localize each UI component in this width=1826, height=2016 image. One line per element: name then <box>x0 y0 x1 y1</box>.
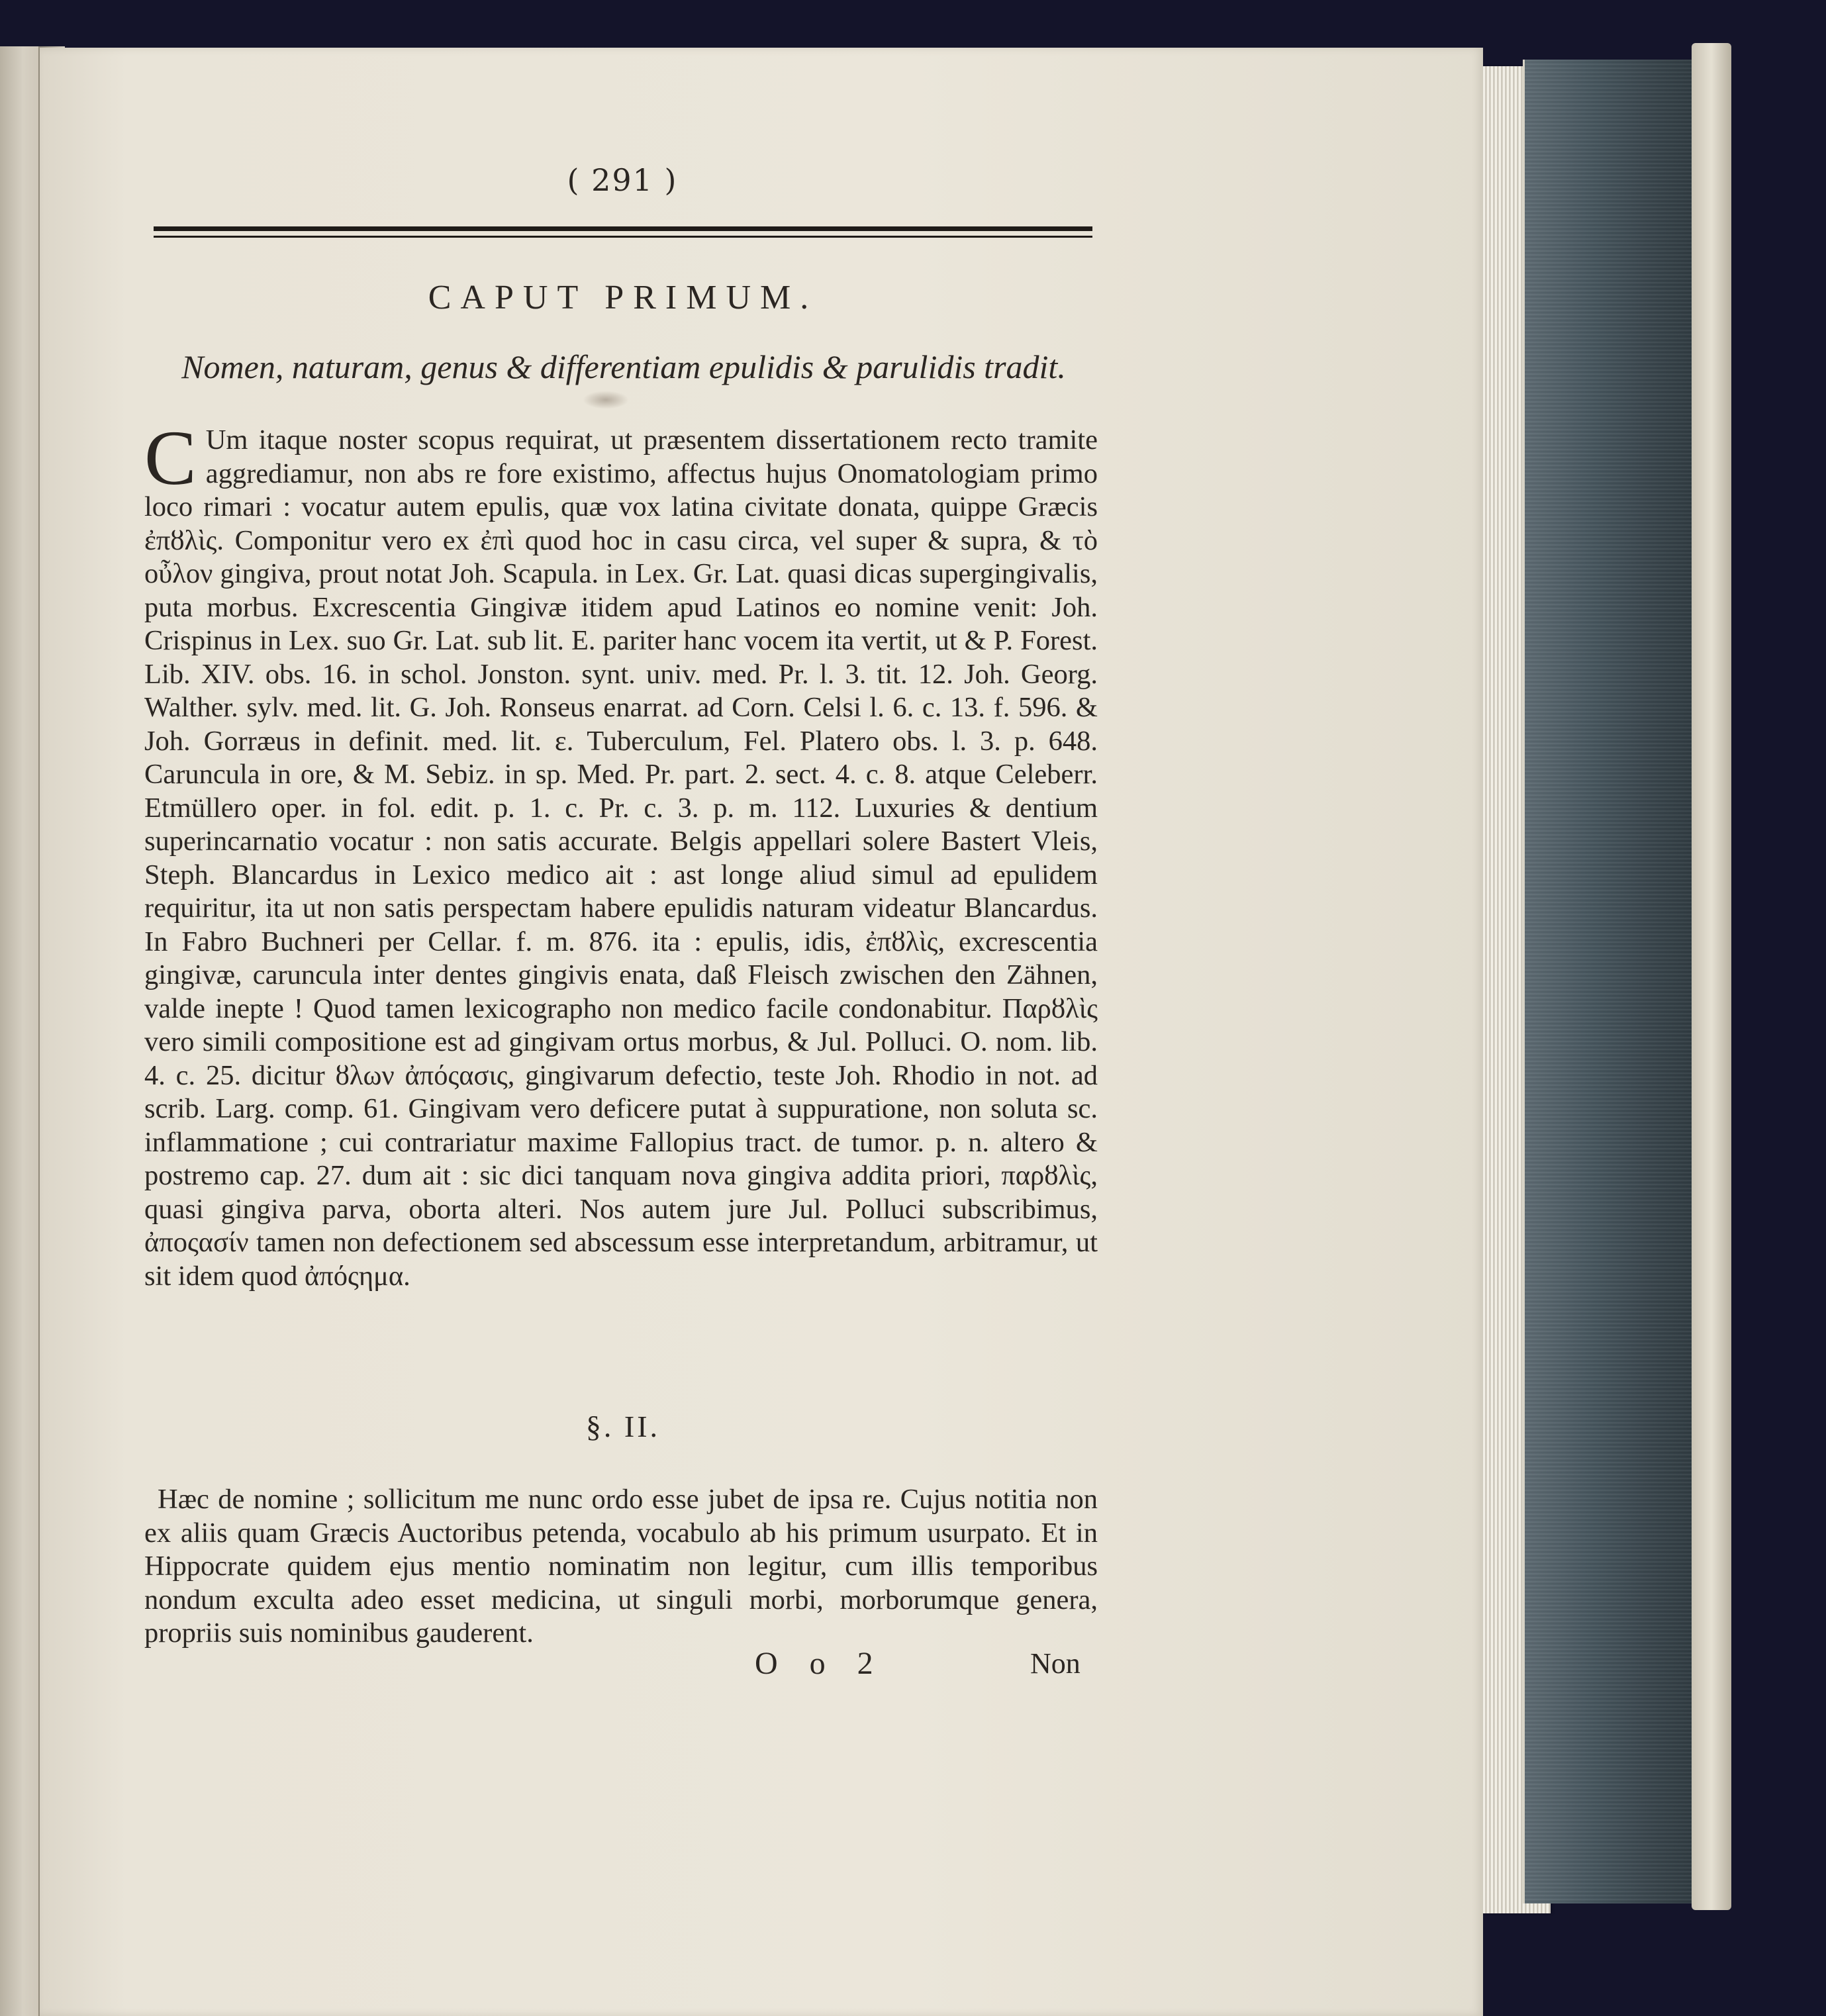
drop-cap: C <box>144 414 197 501</box>
section-heading: §. II. <box>585 1410 661 1443</box>
paragraph-1 <box>144 414 1098 1293</box>
book-block-edge <box>1523 60 1697 1903</box>
header-rule-thick <box>154 226 1092 231</box>
chapter-title: CAPUT PRIMUM. <box>428 279 818 316</box>
catchword: Non <box>1030 1647 1081 1680</box>
paragraph-2: Hæc de nomine ; sollicitum me nunc ordo esse jubet de ipsa re. Cujus notitia non ex aliis quam Græcis Auctoribus petenda, vocabulo ab his primum usurpato. Et in Hippocrate quidem ejus mentio nominatim non legitur, cum illis temporibus nondum exculta adeo esset medicina, ut singuli morbi, morborumque genera, propriis suis nominibus gauderent. <box>144 1484 1098 1649</box>
paragraph-1-text: Um itaque noster scopus requirat, ut præsentem dissertationem recto tramite aggrediamur, non abs re fore existimo, affectus hujus Onomatologiam primo loco rimari : vocatur autem epulis, quæ vox latina civitate donata, quippe Græcis ἐπȣλὶς. Componitur vero ex ἐπὶ quod hoc in casu circa, vel super & supra, & τὸ οὖλον gingiva, prout notat Joh. Scapula. in Lex. Gr. Lat. quasi dicas supergingivalis, puta morbus. Excrescentia Gingivæ itidem apud Latinos eo nomine venit: Joh. Crispinus in Lex. suo Gr. Lat. sub lit. E. pariter hanc vocem ita vertit, ut & P. Forest. Lib. XIV. obs. 16. in schol. Jonston. synt. univ. med. Pr. l. 3. tit. 12. Joh. Georg. Walther. sylv. med. lit. G. Joh. Ronseus enarrat. ad Corn. Celsi l. 6. c. 13. f. 596. & Joh. Gorræus in definit. med. lit. ε. Tuberculum, Fel. Platero obs. l. 3. p. 648. Caruncula in ore, & M. Sebiz. in sp. Med. Pr. part. 2. sect. 4. c. 8. atque Celeberr. Etmüllero oper. in fol. edit. p. 1. c. Pr. c. 3. p. m. 112. Luxuries & dentium superincarnatio vocatur : non satis accurate. Belgis appellari solere Bastert Vleis, Steph. Blancardus in Lexico medico ait : ast longe aliud simul ad epulidem requiritur, ita ut non satis perspectam habere epulidis naturam videatur Blancardus. In Fabro Buchneri per Cellar. f. m. 876. ita : epulis, idis, ἐπȣλὶς, excrescentia gingivæ, caruncula inter dentes gingivis enata, daß Fleisch zwischen den Zähnen, valde inepte ! Quod tamen lexicographo non medico facile condonabitur. Παρȣλὶς vero simili compositione est ad gingivam ortus morbus, & Jul. Polluci. O. nom. lib. 4. c. 25. dicitur ȣλων ἀπόςασις, gingivarum defectio, teste Joh. Rhodio in not. ad scrib. Larg. comp. 61. Gingivam vero deficere putat à suppuratione, non soluta sc. inflammatione ; cui contrariatur maxime Fallopius tract. de tumor. p. n. altero & postremo cap. 27. dum ait : sic dici tanquam nova gingiva addita priori, παρȣλὶς, quasi gingiva parva, oborta alteri. Nos autem jure Jul. Polluci subscribimus, ἀποςασίν tamen non defectionem sed abscessum esse interpretandum, arbitramur, ut sit idem quod ἀπόςημα. <box>144 424 1098 1292</box>
page-number-header: ( 291 ) <box>567 162 678 198</box>
left-page-edge <box>0 46 40 2016</box>
book-cover-edge <box>1692 43 1731 1910</box>
ink-smudge <box>583 391 629 409</box>
chapter-subtitle: Nomen, naturam, genus & differentiam epulidis & parulidis tradit. <box>181 348 1066 385</box>
header-rule-thin <box>154 236 1092 238</box>
signature-mark: O o 2 <box>755 1646 885 1681</box>
